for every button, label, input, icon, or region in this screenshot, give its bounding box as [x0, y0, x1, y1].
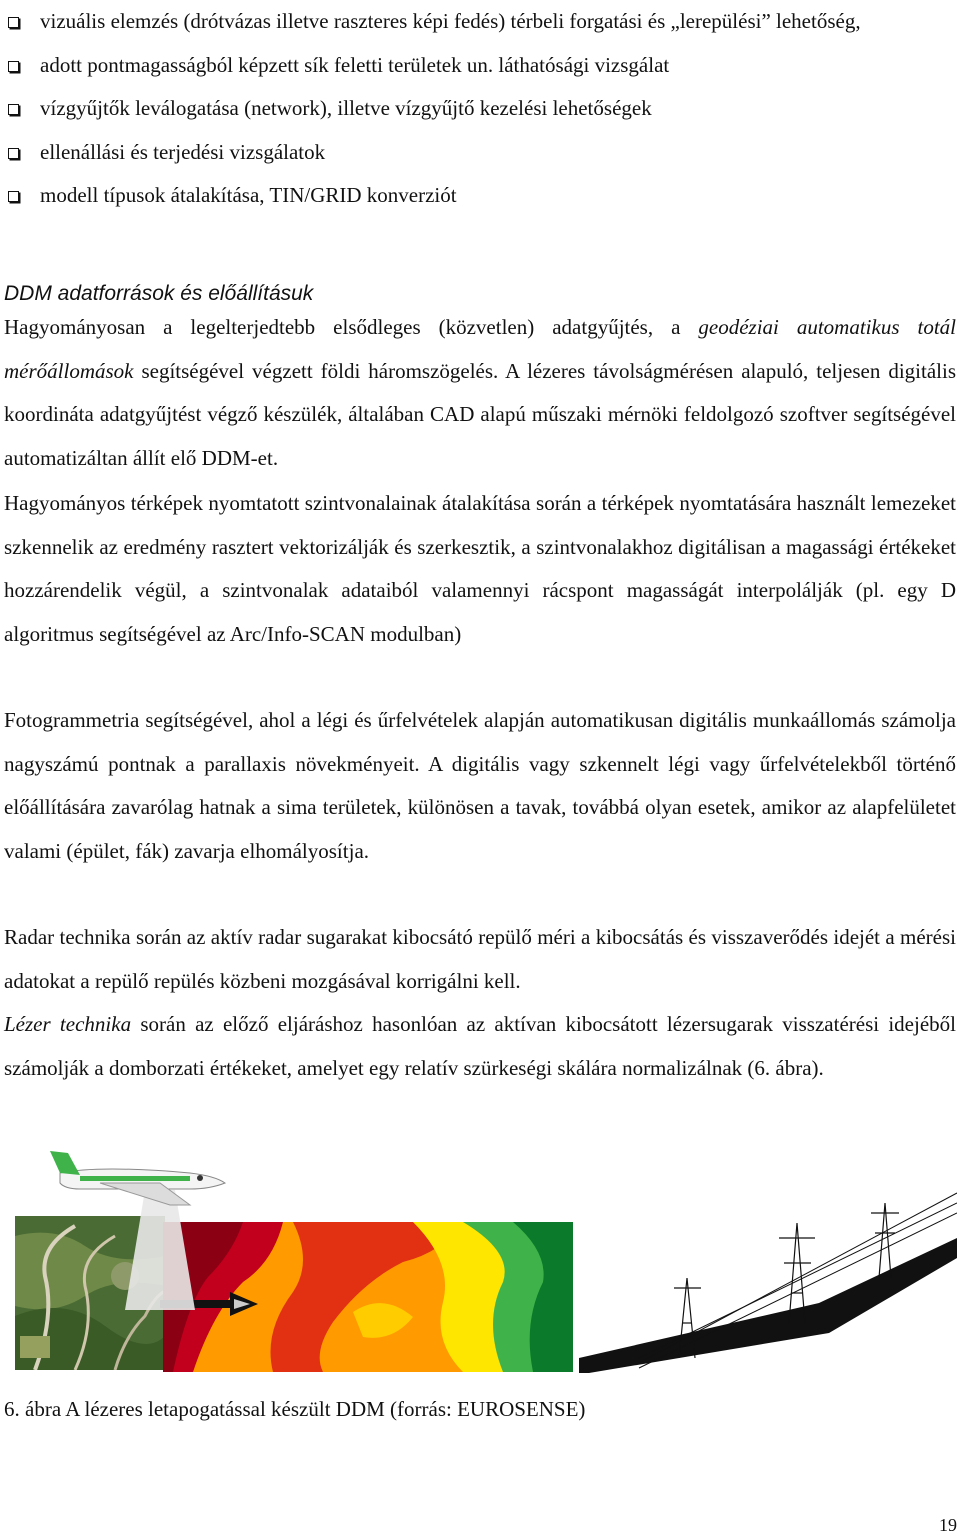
- list-item: modell típusok átalakítása, TIN/GRID konverziót: [0, 174, 956, 218]
- paragraph-geodesy: [4, 306, 956, 480]
- paragraph-text: Hagyományosan a legelterjedtebb elsődleges (közvetlen) adatgyűjtés, a: [4, 315, 699, 339]
- checkbox-bullet-icon: [8, 148, 19, 159]
- paragraph-text: segítségével végzett földi háromszögelés. A lézeres távolságmérésen alapuló, teljesen digitális koordináta adatgyűjtést végző készülék, általában CAD alapú műszaki mérnöki feldolgozó szoftver segítségével automatizáltan állít elő DDM-et.: [4, 358, 956, 470]
- feature-list: [0, 0, 956, 218]
- paragraph-photogrammetry: Fotogrammetria segítségével, ahol a légi és űrfelvételek alapján automatikusan digitális munkaállomás számolja nagyszámú pontnak a parallaxis növekményeit. A digitális vagy szkennelt légi vagy űrfelvételekből történő előállítására zavarólag hatnak a sima területek, különösen a tavak, továbbá olyan esetek, amikor az alapfelületet valami (épület, fák) zavarja elhomályosítja.: [4, 708, 956, 863]
- figure-caption: 6. ábra A lézeres letapogatással készült DDM (forrás: EUROSENSE): [4, 1397, 586, 1421]
- section-heading: DDM adatforrások és előállításuk: [4, 282, 314, 305]
- paragraph-text: során az előző eljáráshoz hasonlóan az aktívan kibocsátott lézersugarak visszatérési idejéből számolják a domborzati értékeket, amelyet egy relatív szürkeségi skálára normalizálnak (6. ábra).: [4, 1012, 956, 1080]
- checkbox-bullet-icon: [8, 17, 19, 28]
- list-item: vízgyűjtők leválogatása (network), illetve vízgyűjtő kezelési lehetőségek: [0, 87, 956, 131]
- emphasis-text: geodéziai automatikus totál mérőállomások: [4, 315, 956, 383]
- list-item: vizuális elemzés (drótvázas illetve raszteres képi fedés) térbeli forgatási és „lerepülési” lehetőség,: [0, 0, 956, 44]
- figure-lidar: [0, 1135, 960, 1385]
- emphasis-text: Lézer technika: [4, 1012, 132, 1036]
- list-item: ellenállási és terjedési vizsgálatok: [0, 131, 956, 175]
- paragraph-radar: Radar technika során az aktív radar sugarakat kibocsátó repülő méri a kibocsátás és visszaverődés idejét a mérési adatokat a repülő repülés közbeni mozgásával korrigálni kell.: [4, 925, 956, 993]
- paragraph-laser: [4, 1003, 956, 1090]
- paragraph-maps: Hagyományos térképek nyomtatott szintvonalainak átalakítása során a térképek nyomtatására használt lemezeket szkennelik az eredmény rasztert vektorizálják és szerkesztik, a szintvonalakhoz digitálisan a magassági értékeket hozzárendelik végül, a szintvonalak adataiból valamennyi rácspont magasságát interpolálják (pl. egy D algoritmus segítségével az Arc/Info-SCAN modulban): [4, 491, 956, 646]
- page-number: 19: [939, 1515, 957, 1535]
- airplane-icon: [40, 1143, 230, 1213]
- list-item: adott pontmagasságból képzett sík feletti területek un. láthatósági vizsgálat: [0, 44, 956, 88]
- checkbox-bullet-icon: [8, 104, 19, 115]
- powerline-point-cloud-image: [579, 1183, 957, 1373]
- checkbox-bullet-icon: [8, 61, 19, 72]
- checkbox-bullet-icon: [8, 191, 19, 202]
